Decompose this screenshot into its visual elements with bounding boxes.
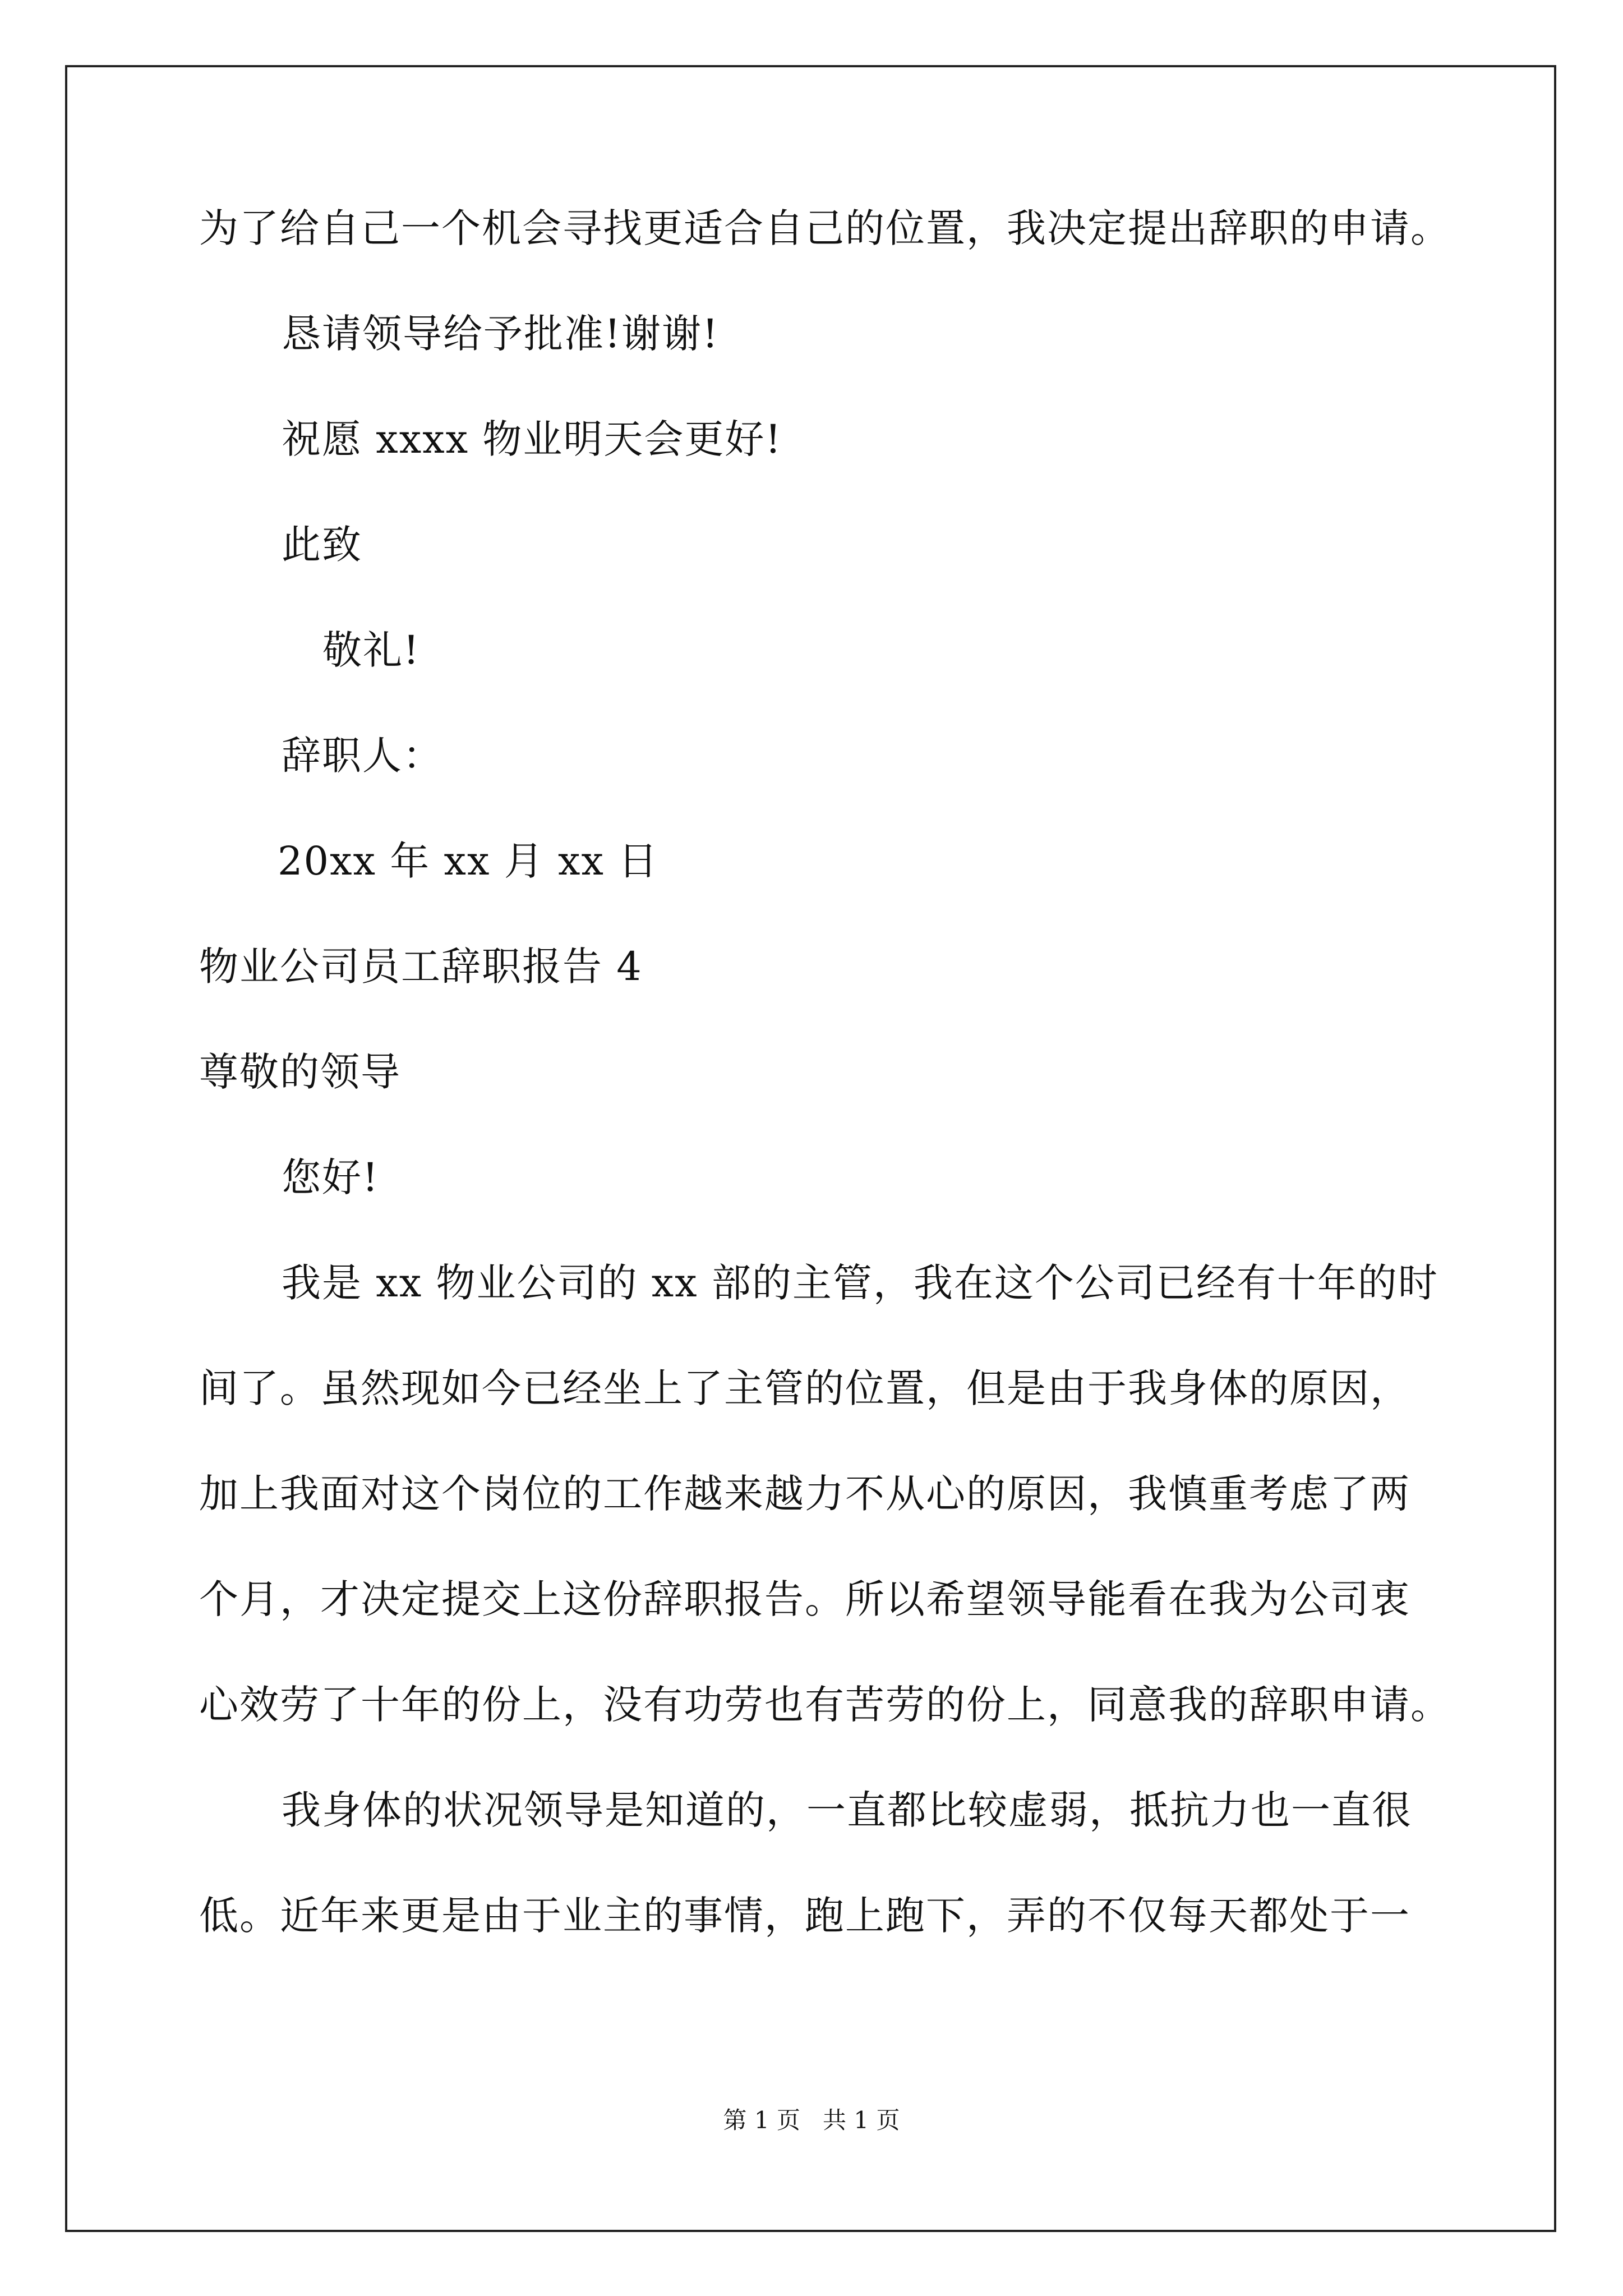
page-footer: 第 1 页 共 1 页 xyxy=(723,2106,900,2134)
body-line-15: 心效劳了十年的份上，没有功劳也有苦劳的份上，同意我的辞职申请。 xyxy=(199,1682,1451,1728)
body-line-16: 我身体的状况领导是知道的，一直都比较虚弱，抵抗力也一直很 xyxy=(282,1787,1412,1833)
body-line-7: 20xx 年 xx 月 xx 日 xyxy=(278,838,659,884)
body-line-13: 加上我面对这个岗位的工作越来越力不从心的原因，我慎重考虑了两 xyxy=(199,1471,1410,1517)
salutation: 尊敬的领导 xyxy=(199,1049,401,1095)
greeting: 您好! xyxy=(282,1154,380,1200)
section-heading: 物业公司员工辞职报告 4 xyxy=(199,944,643,990)
body-line-5: 敬礼! xyxy=(322,627,421,673)
body-line-1: 为了给自己一个机会寻找更适合自己的位置，我决定提出辞职的申请。 xyxy=(199,205,1451,251)
body-line-12: 间了。虽然现如今已经坐上了主管的位置，但是由于我身体的原因， xyxy=(199,1365,1410,1411)
body-line-14: 个月，才决定提交上这份辞职报告。所以希望领导能看在我为公司衷 xyxy=(199,1576,1410,1622)
body-line-4: 此致 xyxy=(282,522,362,568)
body-line-3: 祝愿 xxxx 物业明天会更好! xyxy=(282,416,782,462)
body-line-2: 恳请领导给予批准!谢谢! xyxy=(282,311,720,357)
body-line-11: 我是 xx 物业公司的 xx 部的主管，我在这个公司已经有十年的时 xyxy=(282,1260,1438,1306)
body-line-6: 辞职人： xyxy=(282,733,443,779)
body-line-17: 低。近年来更是由于业主的事情，跑上跑下，弄的不仅每天都处于一 xyxy=(199,1893,1410,1939)
